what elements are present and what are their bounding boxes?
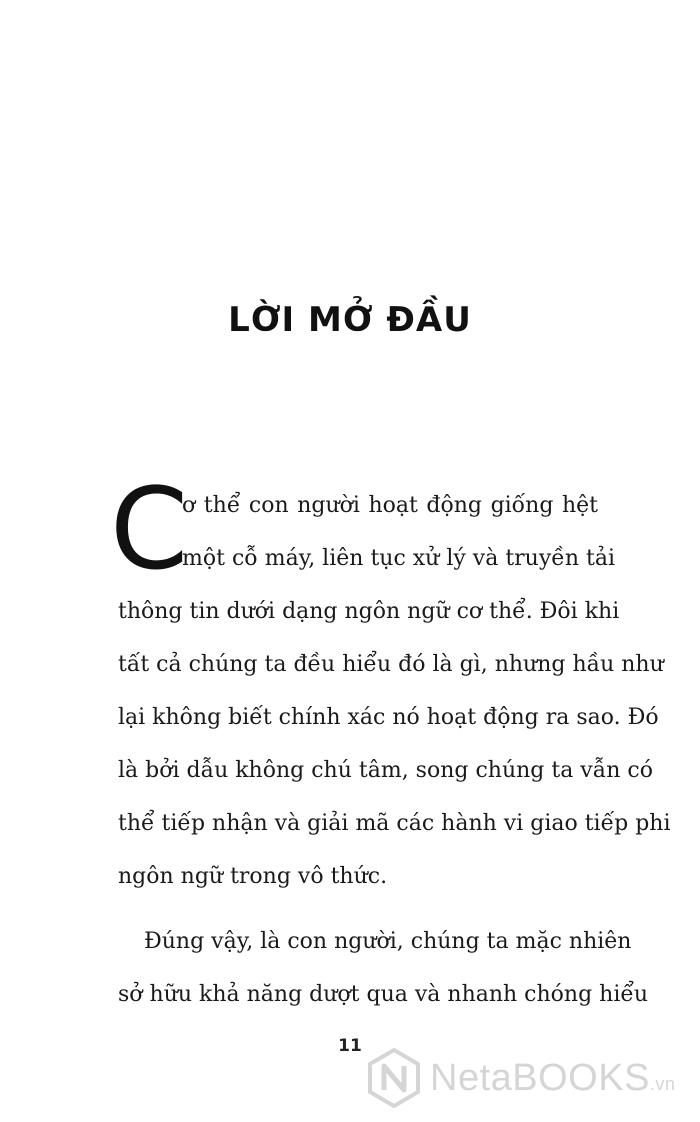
chapter-title: LỜI MỞ ĐẦU — [228, 300, 472, 340]
watermark-text — [430, 1057, 675, 1100]
watermark-suffix: .vn — [649, 1073, 676, 1094]
paragraph1-line-2: một cỗ máy, liên tục xử lý và truyền tải — [182, 546, 615, 571]
body-text — [118, 484, 671, 1026]
page-number: 11 — [338, 1036, 362, 1056]
netabooks-logo-icon — [368, 1048, 420, 1108]
paragraph2-line-2: sở hữu khả năng dượt qua và nhanh chóng hiểu — [118, 982, 649, 1007]
watermark-brand: NetaBOOKS — [430, 1056, 650, 1099]
paragraph1-line-4: tất cả chúng ta đều hiểu đó là gì, nhưng hầu như — [118, 652, 664, 677]
paragraph1-line-6: là bởi dẫu không chú tâm, song chúng ta vẫn có — [118, 758, 653, 783]
watermark — [368, 1046, 675, 1110]
paragraph1-line-8: ngôn ngữ trong vô thức. — [118, 864, 388, 889]
paragraph-gap — [118, 908, 598, 920]
paragraph1-line-1: ơ thể con người hoạt động giống hệt — [182, 493, 598, 518]
paragraph2-line-1: Đúng vậy, là con người, chúng ta mặc nhiên — [144, 929, 632, 954]
paragraph1-line-5: lại không biết chính xác nó hoạt động ra sao. Đó — [118, 705, 659, 730]
paragraph1-line-7: thể tiếp nhận và giải mã các hành vi giao tiếp phi — [118, 811, 671, 836]
drop-cap: C — [110, 465, 189, 595]
paragraph1-line-3: thông tin dưới dạng ngôn ngữ cơ thể. Đôi khi — [118, 599, 620, 624]
